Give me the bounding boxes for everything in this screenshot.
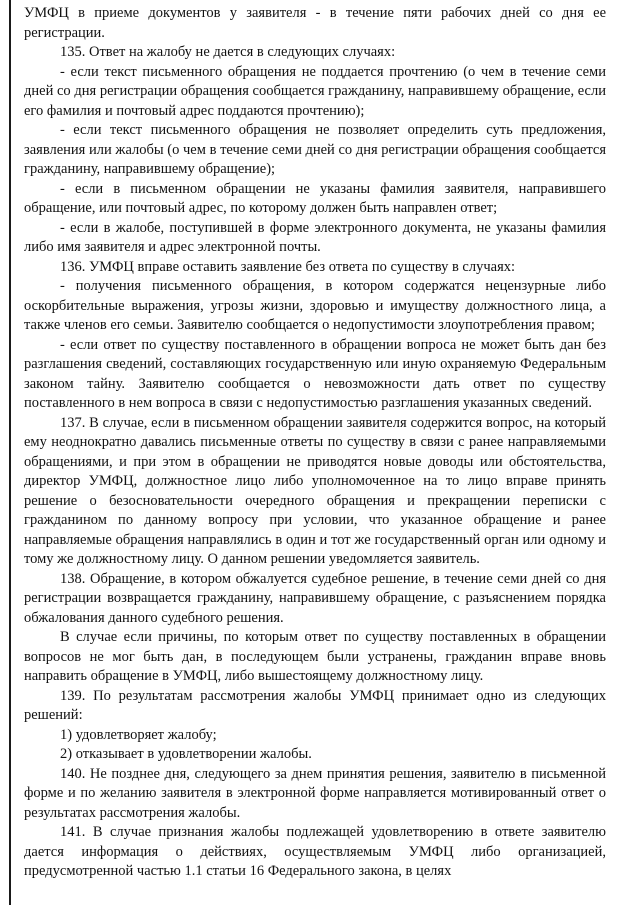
- paragraph-139: 139. По результатам рассмотрения жалобы УМФЦ принимает одно из следующих решений:: [24, 687, 606, 723]
- paragraph-135-item-2: - если текст письменного обращения не позволяет определить суть предложения, заявления или жалобы (о чем в течение семи дней со дня регистрации обращения сообщается гражданину, направившему обращение);: [24, 122, 606, 177]
- paragraph-continuation: УМФЦ в приеме документов у заявителя - в течение пяти рабочих дней со дня ее регистрации.: [24, 5, 606, 41]
- paragraph-136-item-1: - получения письменного обращения, в котором содержатся нецензурные либо оскорбительные выражения, угрозы жизни, здоровью и имуществу должностного лица, а также членов его семьи. Заявителю сообщается о недопустимости злоупотребления правом;: [24, 278, 606, 333]
- paragraph-136-item-2: - если ответ по существу поставленного в обращении вопроса не может быть дан без разглашения сведений, составляющих государственную или иную охраняемую Федеральным законом тайну. Заявителю сообщается о невозможности дать ответ по существу поставленного в нем вопроса в связи с недопустимостью разглашения указанных сведений.: [24, 336, 606, 411]
- paragraph-140: 140. Не позднее дня, следующего за днем принятия решения, заявителю в письменной форме и по желанию заявителя в электронной форме направляется мотивированный ответ о результатах рассмотрения жалобы.: [24, 765, 606, 821]
- paragraph-138: 138. Обращение, в котором обжалуется судебное решение, в течение семи дней со дня регистрации возвращается гражданину, направившему обращение, с разъяснением порядка обжалования данного судебного решения.: [24, 570, 606, 626]
- paragraph-138-continued: В случае если причины, по которым ответ по существу поставленных в обращении вопросов не мог быть дан, в последующем были устранены, гражданин вправе вновь направить обращение в УМФЦ, либо вышестоящему должностному лицу.: [24, 629, 606, 684]
- paragraph-139-item-2: 2) отказывает в удовлетворении жалобы.: [60, 746, 312, 762]
- paragraph-139-item-1: 1) удовлетворяет жалобу;: [60, 726, 217, 743]
- paragraph-135-item-3: - если в письменном обращении не указаны фамилия заявителя, направившего обращение, или почтовый адрес, по которому должен быть направлен ответ;: [24, 180, 606, 216]
- paragraph-135-item-4: - если в жалобе, поступившей в форме электронного документа, не указаны фамилия либо имя заявителя и адрес электронной почты.: [24, 219, 606, 255]
- document-body: [24, 4, 606, 882]
- left-margin-rule: [9, 0, 11, 905]
- paragraph-137: 137. В случае, если в письменном обращении заявителя содержится вопрос, на который ему неоднократно давались письменные ответы по существу в связи с ранее направляемыми обращениями, и при этом в обращении не приводятся новые доводы или обстоятельства, директор УМФЦ, должностное лицо либо уполномоченное на то лицо вправе принять решение о безосновательности очередного обращения и прекращении переписки с гражданином по данному вопросу при условии, что указанное обращение и ранее направляемые обращения направлялись в один и тот же государственный орган или одному и тому же должностному лицу. О данном решении уведомляется заявитель.: [24, 414, 606, 567]
- paragraph-141: 141. В случае признания жалобы подлежащей удовлетворению в ответе заявителю дается информация о действиях, осуществляемым УМФЦ либо организацией, предусмотренной частью 1.1 статьи 16 Федерального закона, в целях: [24, 824, 606, 879]
- paragraph-135-item-1: - если текст письменного обращения не поддается прочтению (о чем в течение семи дней со дня регистрации обращения сообщается гражданину, направившему обращение, если его фамилия и почтовый адрес поддаются прочтению);: [24, 63, 606, 119]
- paragraph-136: 136. УМФЦ вправе оставить заявление без ответа по существу в случаях:: [60, 258, 516, 275]
- paragraph-135: 135. Ответ на жалобу не дается в следующих случаях:: [60, 44, 396, 60]
